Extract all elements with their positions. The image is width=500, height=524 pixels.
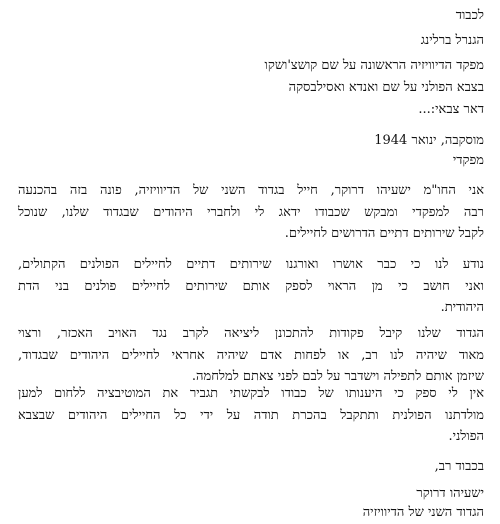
paragraph-line: היהודית. [440, 300, 484, 315]
paragraph-line: לקבל שירותים דתיים הדרושים לחיילים. [284, 226, 484, 241]
address-line-2: הגנרל ברלינג [420, 33, 484, 48]
address-line-5: דאר צבאי:... [418, 102, 484, 117]
paragraph-2 [18, 254, 484, 319]
paragraph-4 [18, 383, 484, 448]
paragraph-3 [18, 323, 484, 388]
paragraph-line: אין לי ספק כי היענותו של כבודו לבקשתי תגביר את המוטיבציה ללחום למען [18, 386, 484, 401]
address-line-4: בצבא הפולני על שם ואנדא ואסילבסקה [288, 80, 484, 95]
address-line-3: מפקד הדיוויזיה הראשונה על שם קושצ'ושקו [264, 58, 484, 73]
paragraph-1 [18, 180, 484, 245]
paragraph-line: מולדתנו הפולנית ותתקבל בהכרת תודה על ידי כל החיילים היהודים שבצבא [18, 407, 484, 423]
signature-unit: הגדוד השני של הדיוויזיה [362, 505, 484, 520]
signature-name: ישעיהו דרוקר [416, 486, 484, 501]
address-line-1: לכבוד [455, 8, 484, 23]
paragraph-line: ואני חושב כי מן הראוי לספק אותם שירותים לחיילים פולנים בני הדת [18, 278, 484, 294]
paragraph-line: שיזמן אותם לתפילה וישדבר על לבם לפני צאתם למלחמה. [191, 369, 484, 384]
paragraph-line: אני החו"מ ישעיהו דרוקר, חייל בגדוד השני של הדיוויזיה, פונה בזה בהכנעה [18, 183, 484, 198]
salutation: מפקדי [452, 153, 484, 168]
paragraph-line: רבה למפקדי ומבקש שכבודו ידאג לי ולחברי היהודים שבגדוד שלנו, שנוכל [18, 204, 484, 220]
closing: בכבוד רב, [434, 459, 484, 474]
place-date: מוסקבה, ינואר 1944 [374, 133, 484, 148]
paragraph-line: הפולני. [448, 429, 484, 444]
paragraph-line: מאוד שיהיה לנו רב, או לפחות אדם שיהיה אחראי לחיילים היהודים שבגדוד, [18, 347, 484, 363]
paragraph-line: הגדוד שלנו קיבל פקודות להתכונן ליציאה לקרב נגד האויב האכזר, ורצוי [18, 326, 484, 341]
paragraph-line: נודע לנו כי כבר אושרו ואורגנו שירותים דתיים לחיילים הפולנים הקתולים, [18, 257, 484, 272]
